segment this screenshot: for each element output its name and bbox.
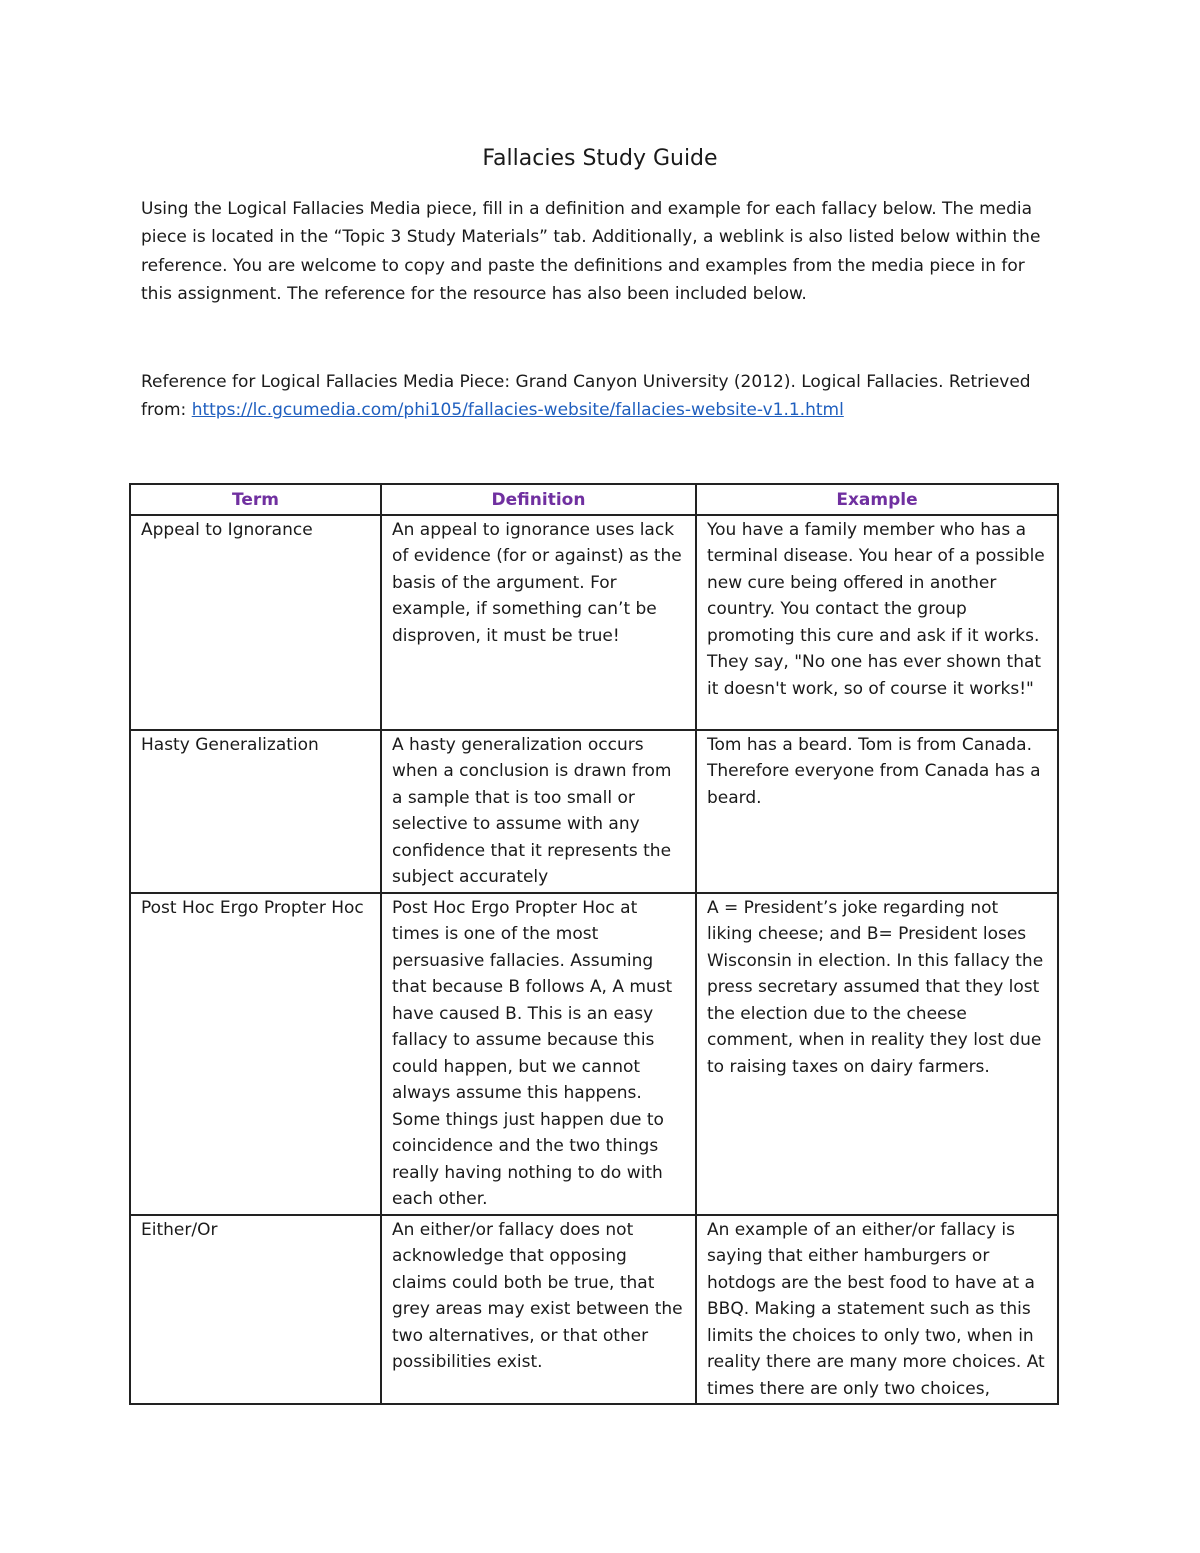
table-row (130, 515, 1058, 730)
term-cell: Post Hoc Ergo Propter Hoc (130, 893, 381, 1215)
intro-paragraph: Using the Logical Fallacies Media piece, fill in a definition and example for each fallacy below. The media piece is located in the “Topic 3 Study Materials” tab. Additionally, a weblink is also listed below within the reference. You are welcome to copy and paste the definitions and examples from the media piece in for this assignment. The reference for the resource has also been included below. (141, 199, 1041, 305)
table-row (130, 893, 1058, 1215)
table-row (130, 730, 1058, 893)
header-definition: Definition (381, 484, 696, 515)
table-row (130, 1215, 1058, 1405)
table-header-row (130, 484, 1058, 515)
reference-paragraph (141, 368, 1061, 425)
example-cell: Tom has a beard. Tom is from Canada. Therefore everyone from Canada has a beard. (696, 730, 1058, 893)
definition-cell: An either/or fallacy does not acknowledge that opposing claims could both be true, that grey areas may exist between the two alternatives, or that other possibilities exist. (381, 1215, 696, 1405)
header-example: Example (696, 484, 1058, 515)
reference-link[interactable]: https://lc.gcumedia.com/phi105/fallacies-website/fallacies-website-v1.1.html (191, 400, 844, 421)
example-cell: A = President’s joke regarding not liking cheese; and B= President loses Wisconsin in election. In this fallacy the press secretary assumed that they lost the election due to the cheese comment, when in reality they lost due to raising taxes on dairy farmers. (696, 893, 1058, 1215)
header-term: Term (130, 484, 381, 515)
example-cell: You have a family member who has a terminal disease. You hear of a possible new cure being offered in another country. You contact the group promoting this cure and ask if it works. They say, "No one has ever shown that it doesn't work, so of course it works!" (696, 515, 1058, 730)
fallacies-table (129, 483, 1059, 1405)
definition-cell: A hasty generalization occurs when a conclusion is drawn from a sample that is too small or selective to assume with any confidence that it represents the subject accurately (381, 730, 696, 893)
term-cell: Appeal to Ignorance (130, 515, 381, 730)
term-cell: Either/Or (130, 1215, 381, 1405)
reference-text: Reference for Logical Fallacies Media Piece: Grand Canyon University (2012). Logical Fallacies. Retrieved from: (141, 372, 1031, 421)
page-title: Fallacies Study Guide (482, 146, 718, 171)
definition-cell: An appeal to ignorance uses lack of evidence (for or against) as the basis of the argument. For example, if something can’t be disproven, it must be true! (381, 515, 696, 730)
example-cell: An example of an either/or fallacy is saying that either hamburgers or hotdogs are the best food to have at a BBQ. Making a statement such as this limits the choices to only two, when in reality there are many more choices. At times there are only two choices, (696, 1215, 1058, 1405)
term-cell: Hasty Generalization (130, 730, 381, 893)
definition-cell: Post Hoc Ergo Propter Hoc at times is one of the most persuasive fallacies. Assuming that because B follows A, A must have caused B. This is an easy fallacy to assume because this could happen, but we cannot always assume this happens. Some things just happen due to coincidence and the two things really having nothing to do with each other. (381, 893, 696, 1215)
